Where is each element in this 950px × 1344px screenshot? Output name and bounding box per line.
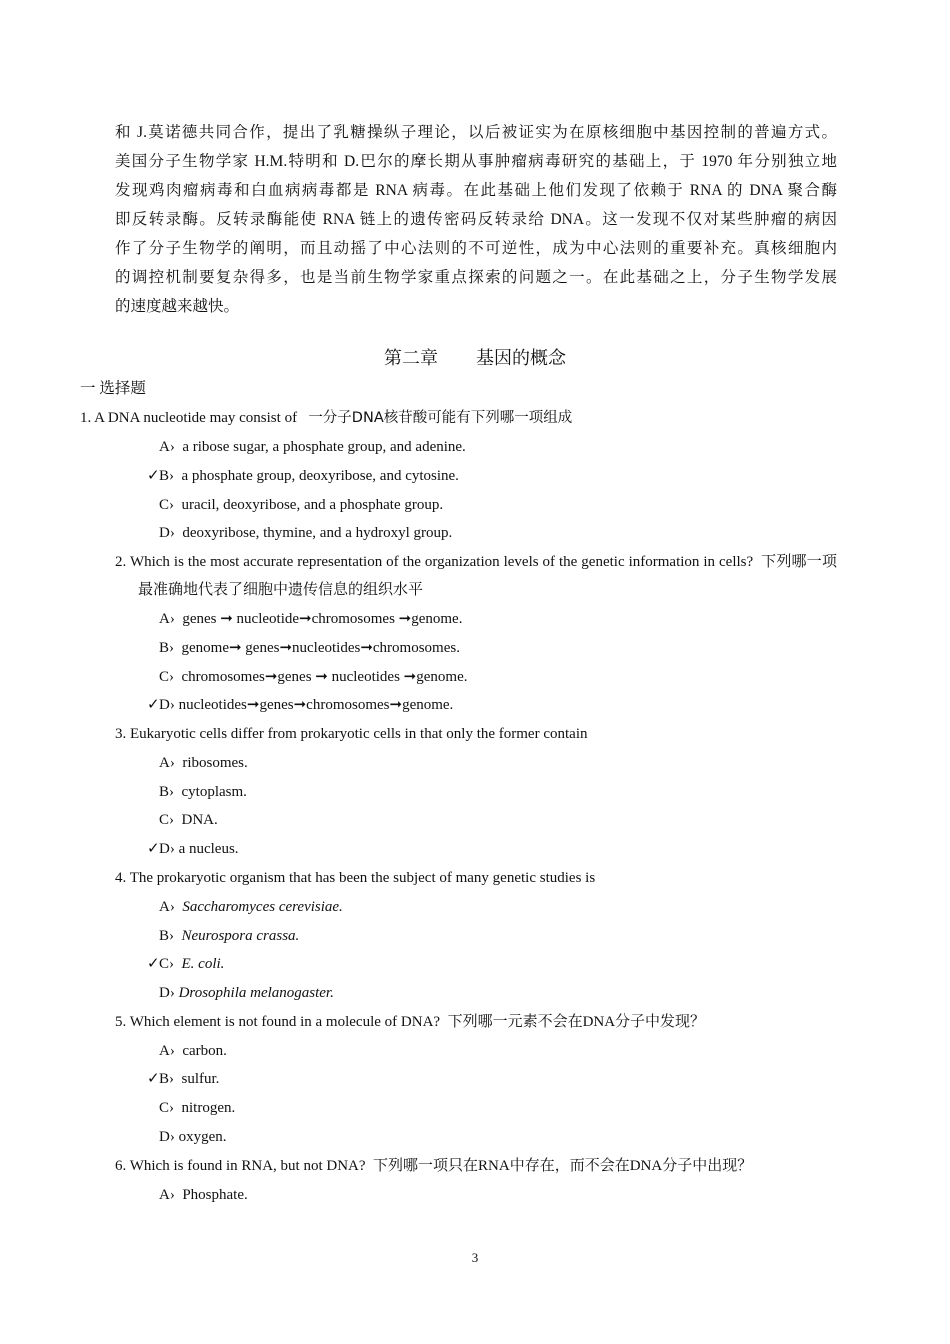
check-icon: ✓ [147, 956, 160, 972]
option-item: A› Phosphate. [159, 1187, 248, 1203]
option-item: ✓D› a nucleus. [147, 841, 239, 857]
option-item: C› nitrogen. [159, 1100, 236, 1116]
intro-line: 的调控机制要复杂得多，也是当前生物学家重点探索的问题之一。在此基础之上，分子生物学发展 [115, 269, 837, 286]
chapter-title: 基因的概念 [476, 348, 566, 368]
check-icon: ✓ [147, 1071, 160, 1087]
option-item: D› oxygen. [159, 1129, 227, 1145]
option-item: ✓B› sulfur. [147, 1071, 220, 1087]
option-item: A› ribosomes. [159, 755, 248, 771]
intro-line: 的速度越来越快。 [115, 298, 240, 315]
intro-line: 作了分子生物学的阐明，而且动摇了中心法则的不可逆性，成为中心法则的重要补充。真核细胞内 [115, 240, 837, 257]
option-item: B› genome➞ genes➞nucleotides➞chromosomes. [159, 640, 460, 656]
intro-line: 美国分子生物学家 H.M.特明和 D.巴尔的摩长期从事肿瘤病毒研究的基础上，于 1970 年分别独立地 [115, 153, 837, 170]
option-item: C› DNA. [159, 812, 218, 828]
chapter-number: 第二章 [384, 348, 438, 368]
question-stem: 3. Eukaryotic cells differ from prokaryotic cells in that only the former contain [115, 726, 588, 742]
option-item: A› carbon. [159, 1043, 227, 1059]
check-icon: ✓ [147, 468, 160, 484]
option-item: C› chromosomes➞genes ➞ nucleotides ➞genome. [159, 669, 468, 685]
question-stem: 1. A DNA nucleotide may consist of 一分子DNA核苷酸可能有下列哪一项组成 [80, 410, 573, 426]
option-item: ✓D› nucleotides➞genes➞chromosomes➞genome. [147, 697, 454, 713]
intro-line: 和 J.莫诺德共同合作，提出了乳糖操纵子理论，以后被证实为在原核细胞中基因控制的普遍方式。 [115, 124, 837, 141]
option-item: ✓C› E. coli. [147, 956, 225, 972]
option-item: C› uracil, deoxyribose, and a phosphate group. [159, 497, 444, 513]
option-item: A› a ribose sugar, a phosphate group, and adenine. [159, 439, 466, 455]
option-item: B› cytoplasm. [159, 784, 247, 800]
option-item: B› Neurospora crassa. [159, 928, 300, 944]
option-item: D› deoxyribose, thymine, and a hydroxyl group. [159, 525, 453, 541]
option-item: ✓B› a phosphate group, deoxyribose, and cytosine. [147, 468, 459, 484]
question-stem: 2. Which is the most accurate representation of the organization levels of the genetic information in cells? 下列哪一项最准确地代表了细胞中遗传信息的组织水平 [115, 554, 837, 598]
intro-paragraph [115, 118, 837, 321]
question-stem: 6. Which is found in RNA, but not DNA? 下列哪一项只在RNA中存在，而不会在DNA分子中出现？ [115, 1158, 753, 1174]
check-icon: ✓ [147, 697, 160, 713]
option-item: D› Drosophila melanogaster. [159, 985, 334, 1001]
page-number: 3 [471, 1250, 479, 1265]
question-stem: 4. The prokaryotic organism that has been the subject of many genetic studies is [115, 870, 596, 886]
intro-line: 即反转录酶。反转录酶能使 RNA 链上的遗传密码反转录给 DNA。这一发现不仅对某些肿瘤的病因 [115, 211, 837, 228]
chapter-heading [0, 344, 950, 372]
option-item: A› Saccharomyces cerevisiae. [159, 899, 343, 915]
check-icon: ✓ [147, 841, 160, 857]
option-item: A› genes ➞ nucleotide➞chromosomes ➞genome. [159, 611, 463, 627]
section-label: 一 选择题 [80, 380, 146, 397]
question-stem: 5. Which element is not found in a molecule of DNA? 下列哪一元素不会在DNA分子中发现？ [115, 1014, 706, 1030]
intro-line: 发现鸡肉瘤病毒和白血病病毒都是 RNA 病毒。在此基础上他们发现了依赖于 RNA 的 DNA 聚合酶 [115, 182, 837, 199]
